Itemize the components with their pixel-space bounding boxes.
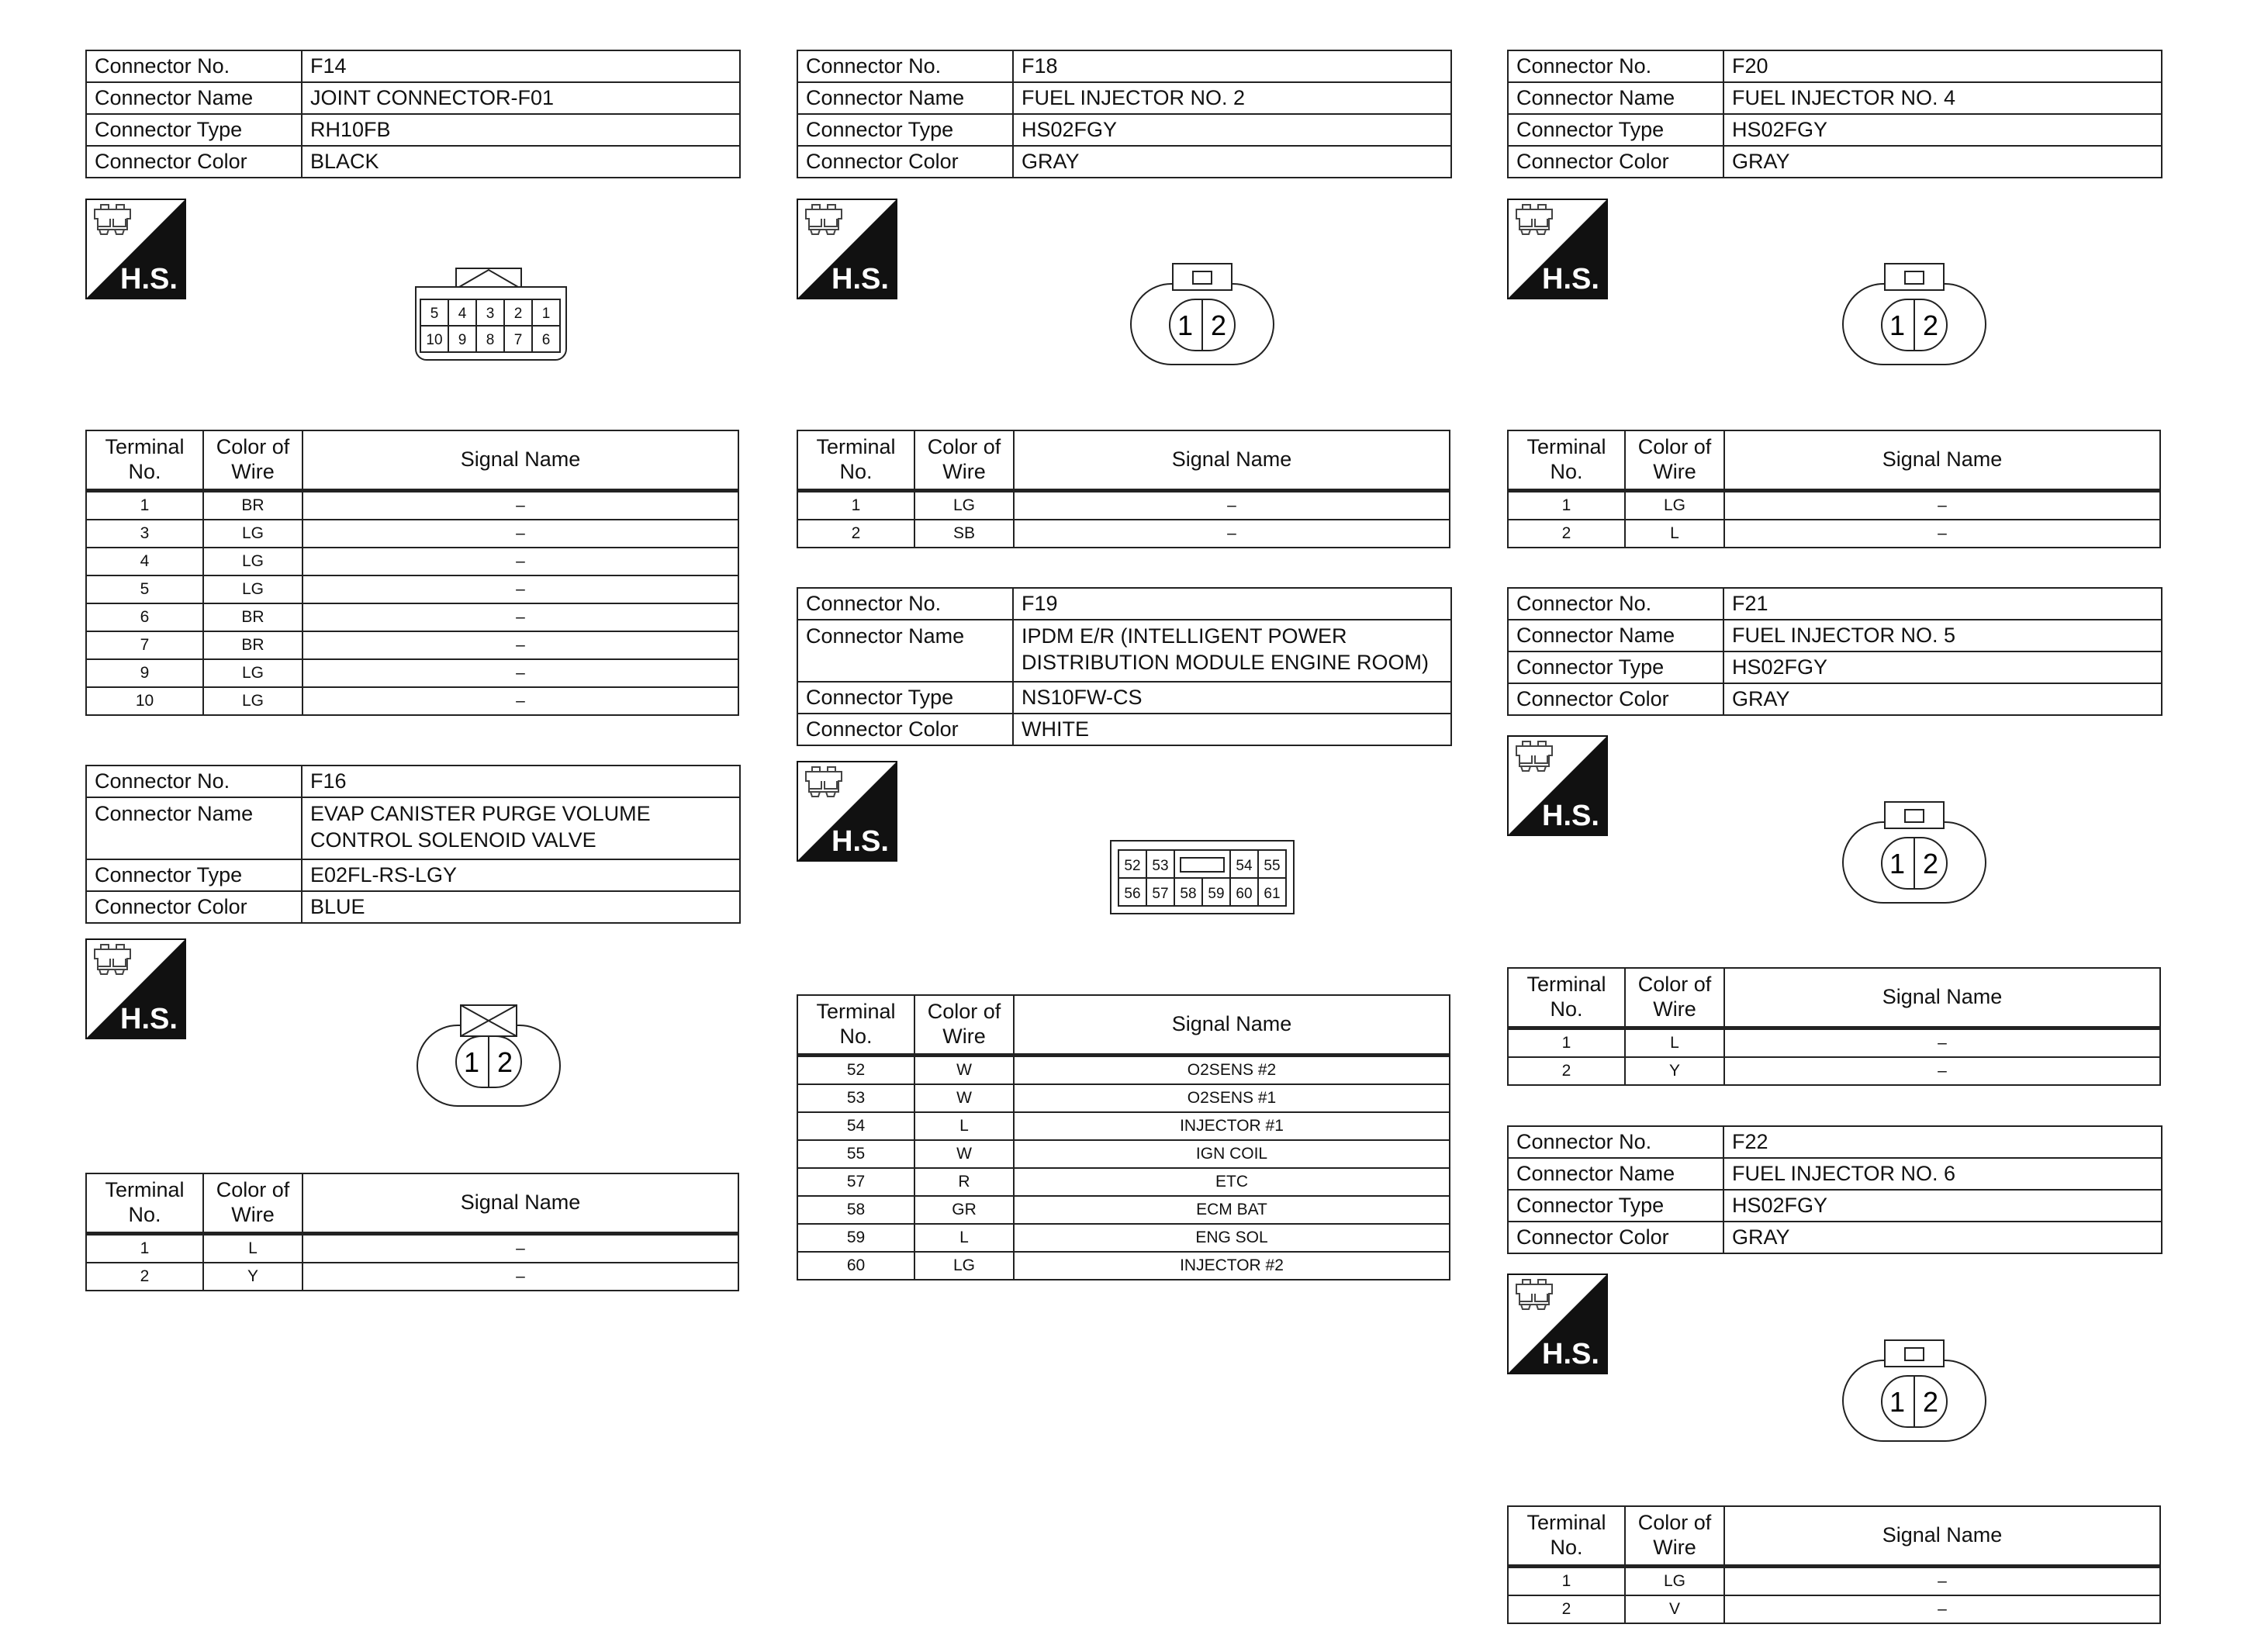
label: Connector Name: [797, 620, 1013, 682]
pin-label: 57: [1152, 886, 1169, 902]
label: Connector Color: [1508, 683, 1723, 715]
table-row: 58 GR ECM BAT: [797, 1196, 1450, 1224]
pin-label: 7: [513, 332, 523, 348]
label: Connector Type: [86, 114, 302, 146]
connector-type: HS02FGY: [1013, 114, 1451, 146]
connector-type: HS02FGY: [1723, 114, 2162, 146]
header-signal-name: Signal Name: [1014, 430, 1450, 491]
label: Connector Name: [1508, 620, 1723, 651]
connector-type: E02FL-RS-LGY: [302, 859, 740, 891]
pin-label: 2: [1210, 309, 1227, 341]
table-row: 7 BR –: [86, 631, 738, 659]
table-row: 60 LG INJECTOR #2: [797, 1252, 1450, 1280]
header-signal-name: Signal Name: [1724, 968, 2160, 1028]
terminal-table-f18: [797, 430, 1450, 548]
table-row: 57 R ETC: [797, 1168, 1450, 1196]
hs-harness-side-icon: [85, 938, 186, 1039]
connector-type: RH10FB: [302, 114, 740, 146]
connector-face-f20: [1837, 259, 1992, 368]
hs-harness-side-icon: [1507, 1274, 1608, 1374]
pin-label: 53: [1152, 858, 1169, 874]
connector-color: GRAY: [1013, 146, 1451, 178]
pin-label: 1: [463, 1046, 480, 1078]
connector-color: BLUE: [302, 891, 740, 923]
pin-label: 60: [1236, 886, 1253, 902]
label: Connector No.: [86, 766, 302, 797]
pin-label: 56: [1124, 886, 1141, 902]
header-color-of-wire: Color of Wire: [203, 430, 303, 491]
label: Connector Name: [86, 797, 302, 859]
label: Connector Color: [1508, 146, 1723, 178]
pin-label: 1: [1889, 848, 1906, 880]
hs-label: H.S.: [1542, 263, 1599, 295]
pin-label: 1: [1889, 1386, 1906, 1418]
table-row: 5 LG –: [86, 575, 738, 603]
header-color-of-wire: Color of Wire: [914, 430, 1014, 491]
connector-color: BLACK: [302, 146, 740, 178]
pin-label: 1: [1177, 309, 1194, 341]
connector-f22-info: [1507, 1125, 2162, 1254]
connector-color: GRAY: [1723, 683, 2162, 715]
header-signal-name: Signal Name: [1724, 1506, 2160, 1567]
pin-label: 54: [1236, 858, 1253, 874]
pin-label: 1: [1889, 309, 1906, 341]
connector-type: NS10FW-CS: [1013, 682, 1451, 714]
hs-label: H.S.: [120, 263, 178, 295]
connector-name: FUEL INJECTOR NO. 6: [1723, 1158, 2162, 1190]
connector-face-f16: [411, 1001, 566, 1109]
connector-color: WHITE: [1013, 714, 1451, 745]
connector-name: FUEL INJECTOR NO. 2: [1013, 82, 1451, 114]
connector-color: GRAY: [1723, 1222, 2162, 1253]
hs-harness-side-icon: [797, 199, 897, 299]
table-row: 1 BR –: [86, 491, 738, 520]
hs-label: H.S.: [1542, 800, 1599, 832]
pin-label: 5: [430, 306, 439, 322]
pin-label: 2: [1922, 848, 1939, 880]
label: Connector Type: [1508, 1190, 1723, 1222]
label: Connector No.: [1508, 588, 1723, 620]
table-row: 2 Y –: [1508, 1057, 2160, 1085]
pin-label: 2: [1922, 309, 1939, 341]
pin-label: 3: [486, 306, 495, 322]
connector-face-f19: [1109, 839, 1295, 917]
header-terminal-no: Terminal No.: [86, 1173, 203, 1234]
connector-face-f21: [1837, 797, 1992, 906]
label: Connector Type: [1508, 651, 1723, 683]
pin-label: 55: [1264, 858, 1281, 874]
connector-number: F19: [1013, 588, 1451, 620]
hs-harness-side-icon: [1507, 199, 1608, 299]
connector-number: F18: [1013, 50, 1451, 82]
connector-color: GRAY: [1723, 146, 2162, 178]
pin-label: 2: [496, 1046, 513, 1078]
connector-type: HS02FGY: [1723, 1190, 2162, 1222]
hs-label: H.S.: [1542, 1338, 1599, 1370]
table-row: 2 SB –: [797, 520, 1450, 548]
hs-harness-side-icon: [85, 199, 186, 299]
pin-label: 58: [1180, 886, 1197, 902]
table-row: 2 Y –: [86, 1263, 738, 1291]
label: Connector Name: [1508, 1158, 1723, 1190]
label: Connector Color: [86, 146, 302, 178]
header-color-of-wire: Color of Wire: [914, 995, 1014, 1056]
pin-label: 52: [1124, 858, 1141, 874]
label: Connector No.: [86, 50, 302, 82]
pin-label: 1: [541, 306, 551, 322]
pin-label: 61: [1264, 886, 1281, 902]
table-row: 1 LG –: [1508, 491, 2160, 520]
header-color-of-wire: Color of Wire: [203, 1173, 303, 1234]
header-terminal-no: Terminal No.: [1508, 968, 1625, 1028]
connector-f19-info: [797, 587, 1452, 746]
pin-label: 2: [1922, 1386, 1939, 1418]
header-color-of-wire: Color of Wire: [1625, 430, 1724, 491]
hs-harness-side-icon: [797, 761, 897, 862]
terminal-table-f16: [85, 1173, 739, 1291]
pin-label: 10: [426, 332, 443, 348]
pin-label: 8: [486, 332, 495, 348]
label: Connector No.: [1508, 1126, 1723, 1158]
label: Connector Color: [797, 146, 1013, 178]
connector-f20-info: [1507, 50, 2162, 178]
connector-type: HS02FGY: [1723, 651, 2162, 683]
connector-f16-info: [85, 765, 741, 924]
table-row: 1 LG –: [797, 491, 1450, 520]
hs-label: H.S.: [120, 1003, 178, 1035]
pin-label: 6: [541, 332, 551, 348]
header-terminal-no: Terminal No.: [1508, 1506, 1625, 1567]
connector-f21-info: [1507, 587, 2162, 716]
terminal-table-f20: [1507, 430, 2161, 548]
label: Connector Name: [797, 82, 1013, 114]
connector-f14-info: [85, 50, 741, 178]
label: Connector No.: [797, 50, 1013, 82]
table-row: 10 LG –: [86, 687, 738, 715]
label: Connector Name: [1508, 82, 1723, 114]
label: Connector Type: [797, 682, 1013, 714]
connector-face-f22: [1837, 1336, 1992, 1444]
table-row: 54 L INJECTOR #1: [797, 1112, 1450, 1140]
header-terminal-no: Terminal No.: [797, 430, 914, 491]
table-row: 1 L –: [86, 1234, 738, 1263]
label: Connector No.: [797, 588, 1013, 620]
header-signal-name: Signal Name: [303, 430, 738, 491]
table-row: 2 L –: [1508, 520, 2160, 548]
table-row: 1 L –: [1508, 1028, 2160, 1058]
pin-label: 59: [1208, 886, 1225, 902]
connector-number: F21: [1723, 588, 2162, 620]
pin-label: 9: [458, 332, 467, 348]
connector-number: F16: [302, 766, 740, 797]
table-row: 9 LG –: [86, 659, 738, 687]
connector-name: FUEL INJECTOR NO. 4: [1723, 82, 2162, 114]
label: Connector Color: [1508, 1222, 1723, 1253]
connector-name: JOINT CONNECTOR-F01: [302, 82, 740, 114]
table-row: 4 LG –: [86, 548, 738, 575]
connector-number: F14: [302, 50, 740, 82]
table-row: 53 W O2SENS #1: [797, 1084, 1450, 1112]
connector-name: IPDM E/R (INTELLIGENT POWER DISTRIBUTION MODULE ENGINE ROOM): [1013, 620, 1451, 682]
connector-face-f14: [410, 264, 571, 365]
terminal-table-f19: [797, 994, 1450, 1280]
table-row: 1 LG –: [1508, 1567, 2160, 1596]
header-terminal-no: Terminal No.: [797, 995, 914, 1056]
terminal-table-f22: [1507, 1505, 2161, 1624]
table-row: 59 L ENG SOL: [797, 1224, 1450, 1252]
hs-label: H.S.: [831, 825, 889, 858]
header-terminal-no: Terminal No.: [1508, 430, 1625, 491]
label: Connector Type: [1508, 114, 1723, 146]
header-color-of-wire: Color of Wire: [1625, 1506, 1724, 1567]
pin-label: 4: [458, 306, 467, 322]
hs-harness-side-icon: [1507, 735, 1608, 836]
table-row: 2 V –: [1508, 1595, 2160, 1623]
table-row: 3 LG –: [86, 520, 738, 548]
connector-face-f18: [1125, 259, 1280, 368]
connector-number: F20: [1723, 50, 2162, 82]
header-color-of-wire: Color of Wire: [1625, 968, 1724, 1028]
pin-label: 2: [513, 306, 523, 322]
connector-name: FUEL INJECTOR NO. 5: [1723, 620, 2162, 651]
label: Connector Name: [86, 82, 302, 114]
header-signal-name: Signal Name: [1014, 995, 1450, 1056]
label: Connector Type: [86, 859, 302, 891]
table-row: 52 W O2SENS #2: [797, 1056, 1450, 1085]
connector-f18-info: [797, 50, 1452, 178]
header-signal-name: Signal Name: [303, 1173, 738, 1234]
hs-label: H.S.: [831, 263, 889, 295]
label: Connector Color: [86, 891, 302, 923]
table-row: 6 BR –: [86, 603, 738, 631]
label: Connector Color: [797, 714, 1013, 745]
header-signal-name: Signal Name: [1724, 430, 2160, 491]
connector-number: F22: [1723, 1126, 2162, 1158]
label: Connector Type: [797, 114, 1013, 146]
label: Connector No.: [1508, 50, 1723, 82]
terminal-table-f21: [1507, 967, 2161, 1086]
header-terminal-no: Terminal No.: [86, 430, 203, 491]
connector-name: EVAP CANISTER PURGE VOLUME CONTROL SOLENOID VALVE: [302, 797, 740, 859]
terminal-table-f14: [85, 430, 739, 716]
table-row: 55 W IGN COIL: [797, 1140, 1450, 1168]
